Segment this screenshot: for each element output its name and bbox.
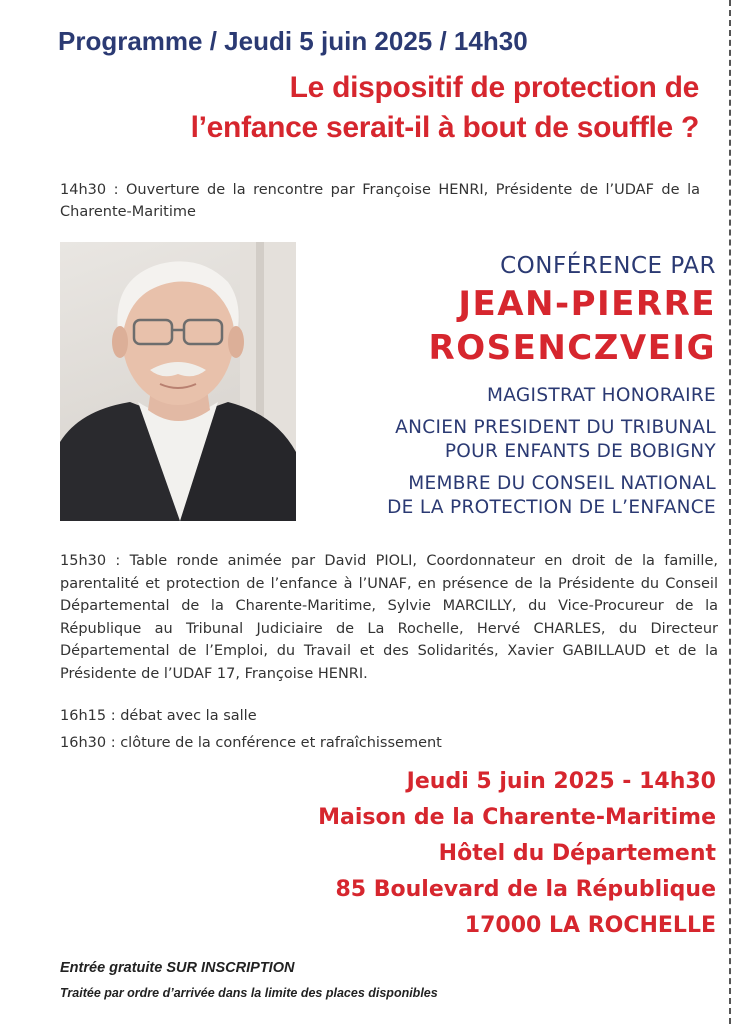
- speaker-portrait-image: [60, 242, 296, 521]
- role-line: DE LA PROTECTION DE L’ENFANCE: [387, 497, 716, 518]
- debate-line: 16h15 : débat avec la salle: [60, 708, 257, 724]
- role-line: POUR ENFANTS DE BOBIGNY: [444, 441, 716, 462]
- venue-building: Hôtel du Département: [438, 841, 716, 866]
- speaker-name-line-2: ROSENCZVEIG: [428, 328, 716, 368]
- entry-note: Entrée gratuite SUR INSCRIPTION: [60, 960, 295, 976]
- title-line-1: Le dispositif de protection de: [289, 71, 699, 104]
- venue-block: [156, 764, 716, 944]
- conference-by-label: CONFÉRENCE PAR: [500, 253, 716, 279]
- speaker-name-line-1: JEAN-PIERRE: [458, 284, 716, 324]
- role-line: MAGISTRAT HONORAIRE: [487, 385, 716, 406]
- role-line: ANCIEN PRESIDENT DU TRIBUNAL: [395, 417, 716, 438]
- conference-block: [306, 250, 716, 520]
- programme-header: Programme / Jeudi 5 juin 2025 / 14h30: [58, 26, 528, 56]
- availability-note: Traitée par ordre d’arrivée dans la limite des places disponibles: [60, 986, 438, 1000]
- round-table-paragraph: 15h30 : Table ronde animée par David PIOLI, Coordonnateur en droit de la famille, parentalité et protection de l’enfance à l’UNAF, en présence de la Présidente du Conseil Départemental de la Charente-Maritime, Sylvie MARCILLY, du Vice-Procureur de la République au Tribunal Judiciaire de La Rochelle, Hervé CHARLES, du Directeur Départemental de l’Emploi, du Travail et des Solidarités, Xavier GABILLAUD et de la Présidente de l’UDAF 17, Françoise HENRI.: [60, 553, 718, 682]
- venue-street: 85 Boulevard de la République: [335, 877, 716, 902]
- speaker-roles: [306, 384, 716, 520]
- closing-line: 16h30 : clôture de la conférence et rafraîchissement: [60, 735, 442, 751]
- opening-paragraph: 14h30 : Ouverture de la rencontre par Françoise HENRI, Présidente de l’UDAF de la Charente-Maritime: [60, 182, 700, 220]
- page-title: [39, 68, 699, 148]
- title-line-2: l’enfance serait-il à bout de souffle ?: [190, 111, 699, 144]
- venue-city: 17000 LA ROCHELLE: [464, 913, 716, 938]
- cut-line-divider: [729, 0, 731, 1024]
- venue-date: Jeudi 5 juin 2025 - 14h30: [406, 769, 716, 794]
- role-line: MEMBRE DU CONSEIL NATIONAL: [408, 473, 716, 494]
- speaker-photo: [60, 242, 296, 521]
- venue-place: Maison de la Charente-Maritime: [318, 805, 716, 830]
